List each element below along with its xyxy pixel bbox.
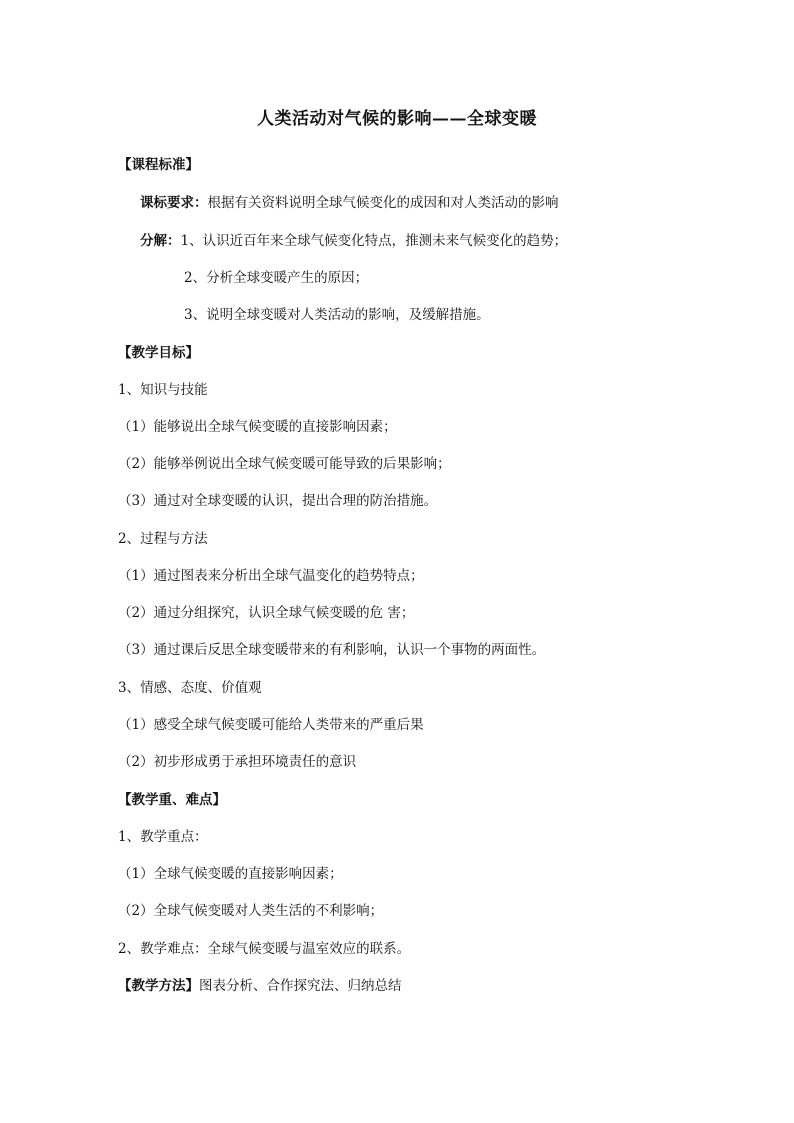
subsection-title: 3、情感、态度、价值观 [118, 680, 262, 696]
list-item: （2）通过分组探究，认识全球气候变暖的危 害； [118, 605, 415, 621]
breakdown-item: 1、认识近百年来全球气候变化特点，推测未来气候变化的趋势； [180, 233, 568, 249]
section-heading-curriculum: 【课程标准】 [118, 157, 199, 173]
section-heading-key-points: 【教学重、难点】 [118, 792, 226, 808]
subsection-title: 1、教学重点： [118, 829, 208, 845]
list-item: （1）感受全球气候变暖可能给人类带来的严重后果 [118, 717, 424, 733]
breakdown-item: 3、说明全球变暖对人类活动的影响，及缓解措施。 [184, 307, 490, 323]
list-item: （2）初步形成勇于承担环境责任的意识 [118, 754, 357, 770]
requirement-text: 根据有关资料说明全球气候变化的成因和对人类活动的影响 [207, 195, 559, 211]
list-item: （1）全球气候变暖的直接影响因素； [118, 866, 343, 882]
difficulty-line: 2、教学难点：全球气候变暖与温室效应的联系。 [118, 941, 411, 957]
list-item: （2）全球气候变暖对人类生活的不利影响； [118, 903, 384, 919]
list-item: （2）能够举例说出全球气候变暖可能导致的后果影响； [118, 456, 451, 472]
curriculum-breakdown-1 [140, 229, 567, 249]
list-item: （1）能够说出全球气候变暖的直接影响因素； [118, 419, 397, 435]
subsection-title: 2、过程与方法 [118, 531, 208, 547]
requirement-label: 课标要求： [140, 195, 208, 211]
curriculum-requirement [140, 191, 559, 211]
section-heading-methods: 【教学方法】 [118, 978, 199, 994]
section-heading-objectives: 【教学目标】 [118, 345, 199, 361]
teaching-methods [118, 974, 402, 994]
list-item: （1）通过图表来分析出全球气温变化的趋势特点； [118, 568, 424, 584]
subsection-title: 1、知识与技能 [118, 382, 208, 398]
breakdown-item: 2、分析全球变暖产生的原因； [184, 270, 369, 286]
breakdown-label: 分解： [140, 233, 181, 249]
list-item: （3）通过课后反思全球变暖带来的有利影响，认识一个事物的两面性。 [118, 642, 546, 658]
page-title: 人类活动对气候的影响——全球变暖 [257, 109, 537, 129]
methods-text: 图表分析、合作探究法、归纳总结 [199, 978, 402, 994]
list-item: （3）通过对全球变暖的认识，提出合理的防治措施。 [118, 493, 438, 509]
